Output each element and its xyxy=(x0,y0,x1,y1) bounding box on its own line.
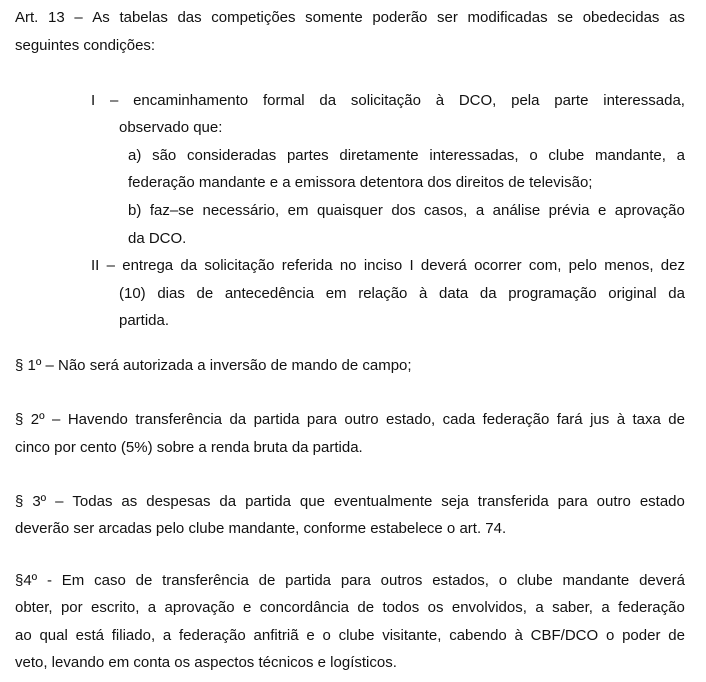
paragraph-2-line-2: cinco por cento (5%) sobre a renda bruta da partida. xyxy=(15,439,363,456)
item-a-line-1: a) são consideradas partes diretamente interessadas, o clube mandante, a xyxy=(128,147,685,164)
inciso-1-line-2: observado que: xyxy=(119,119,223,136)
item-a-line-2: federação mandante e a emissora detentora dos direitos de televisão; xyxy=(128,174,593,191)
inciso-2-line-2: (10) dias de antecedência em relação à data da programação original da xyxy=(119,285,685,302)
inciso-2-line-1: II – entrega da solicitação referida no inciso I deverá ocorrer com, pelo menos, dez xyxy=(91,257,685,274)
paragraph-3-line-1: § 3º – Todas as despesas da partida que eventualmente seja transferida para outro estado xyxy=(15,493,685,510)
paragraph-2-line-1: § 2º – Havendo transferência da partida para outro estado, cada federação fará jus à taxa de xyxy=(15,411,685,428)
item-b-line-2: da DCO. xyxy=(128,230,187,247)
inciso-1-line-1: I – encaminhamento formal da solicitação à DCO, pela parte interessada, xyxy=(91,92,685,109)
art13-line-2: seguintes condições: xyxy=(15,37,156,54)
paragraph-3-line-2: deverão ser arcadas pelo clube mandante, conforme estabelece o art. 74. xyxy=(15,520,507,537)
inciso-2-line-3: partida. xyxy=(119,312,170,329)
art13-line-1: Art. 13 – As tabelas das competições somente poderão ser modificadas se obedecidas as xyxy=(15,9,685,26)
paragraph-4-line-2: obter, por escrito, a aprovação e concordância de todos os envolvidos, a saber, a federação xyxy=(15,599,685,616)
item-b-line-1: b) faz–se necessário, em quaisquer dos casos, a análise prévia e aprovação xyxy=(128,202,685,219)
paragraph-4-line-3: ao qual está filiado, a federação anfitriã e o clube visitante, cabendo à CBF/DCO o poder de xyxy=(15,627,685,644)
paragraph-1: § 1º – Não será autorizada a inversão de mando de campo; xyxy=(15,357,412,374)
paragraph-4-line-1: §4º - Em caso de transferência de partida para outros estados, o clube mandante deverá xyxy=(15,572,685,589)
paragraph-4-line-4: veto, levando em conta os aspectos técnicos e logísticos. xyxy=(15,654,397,671)
